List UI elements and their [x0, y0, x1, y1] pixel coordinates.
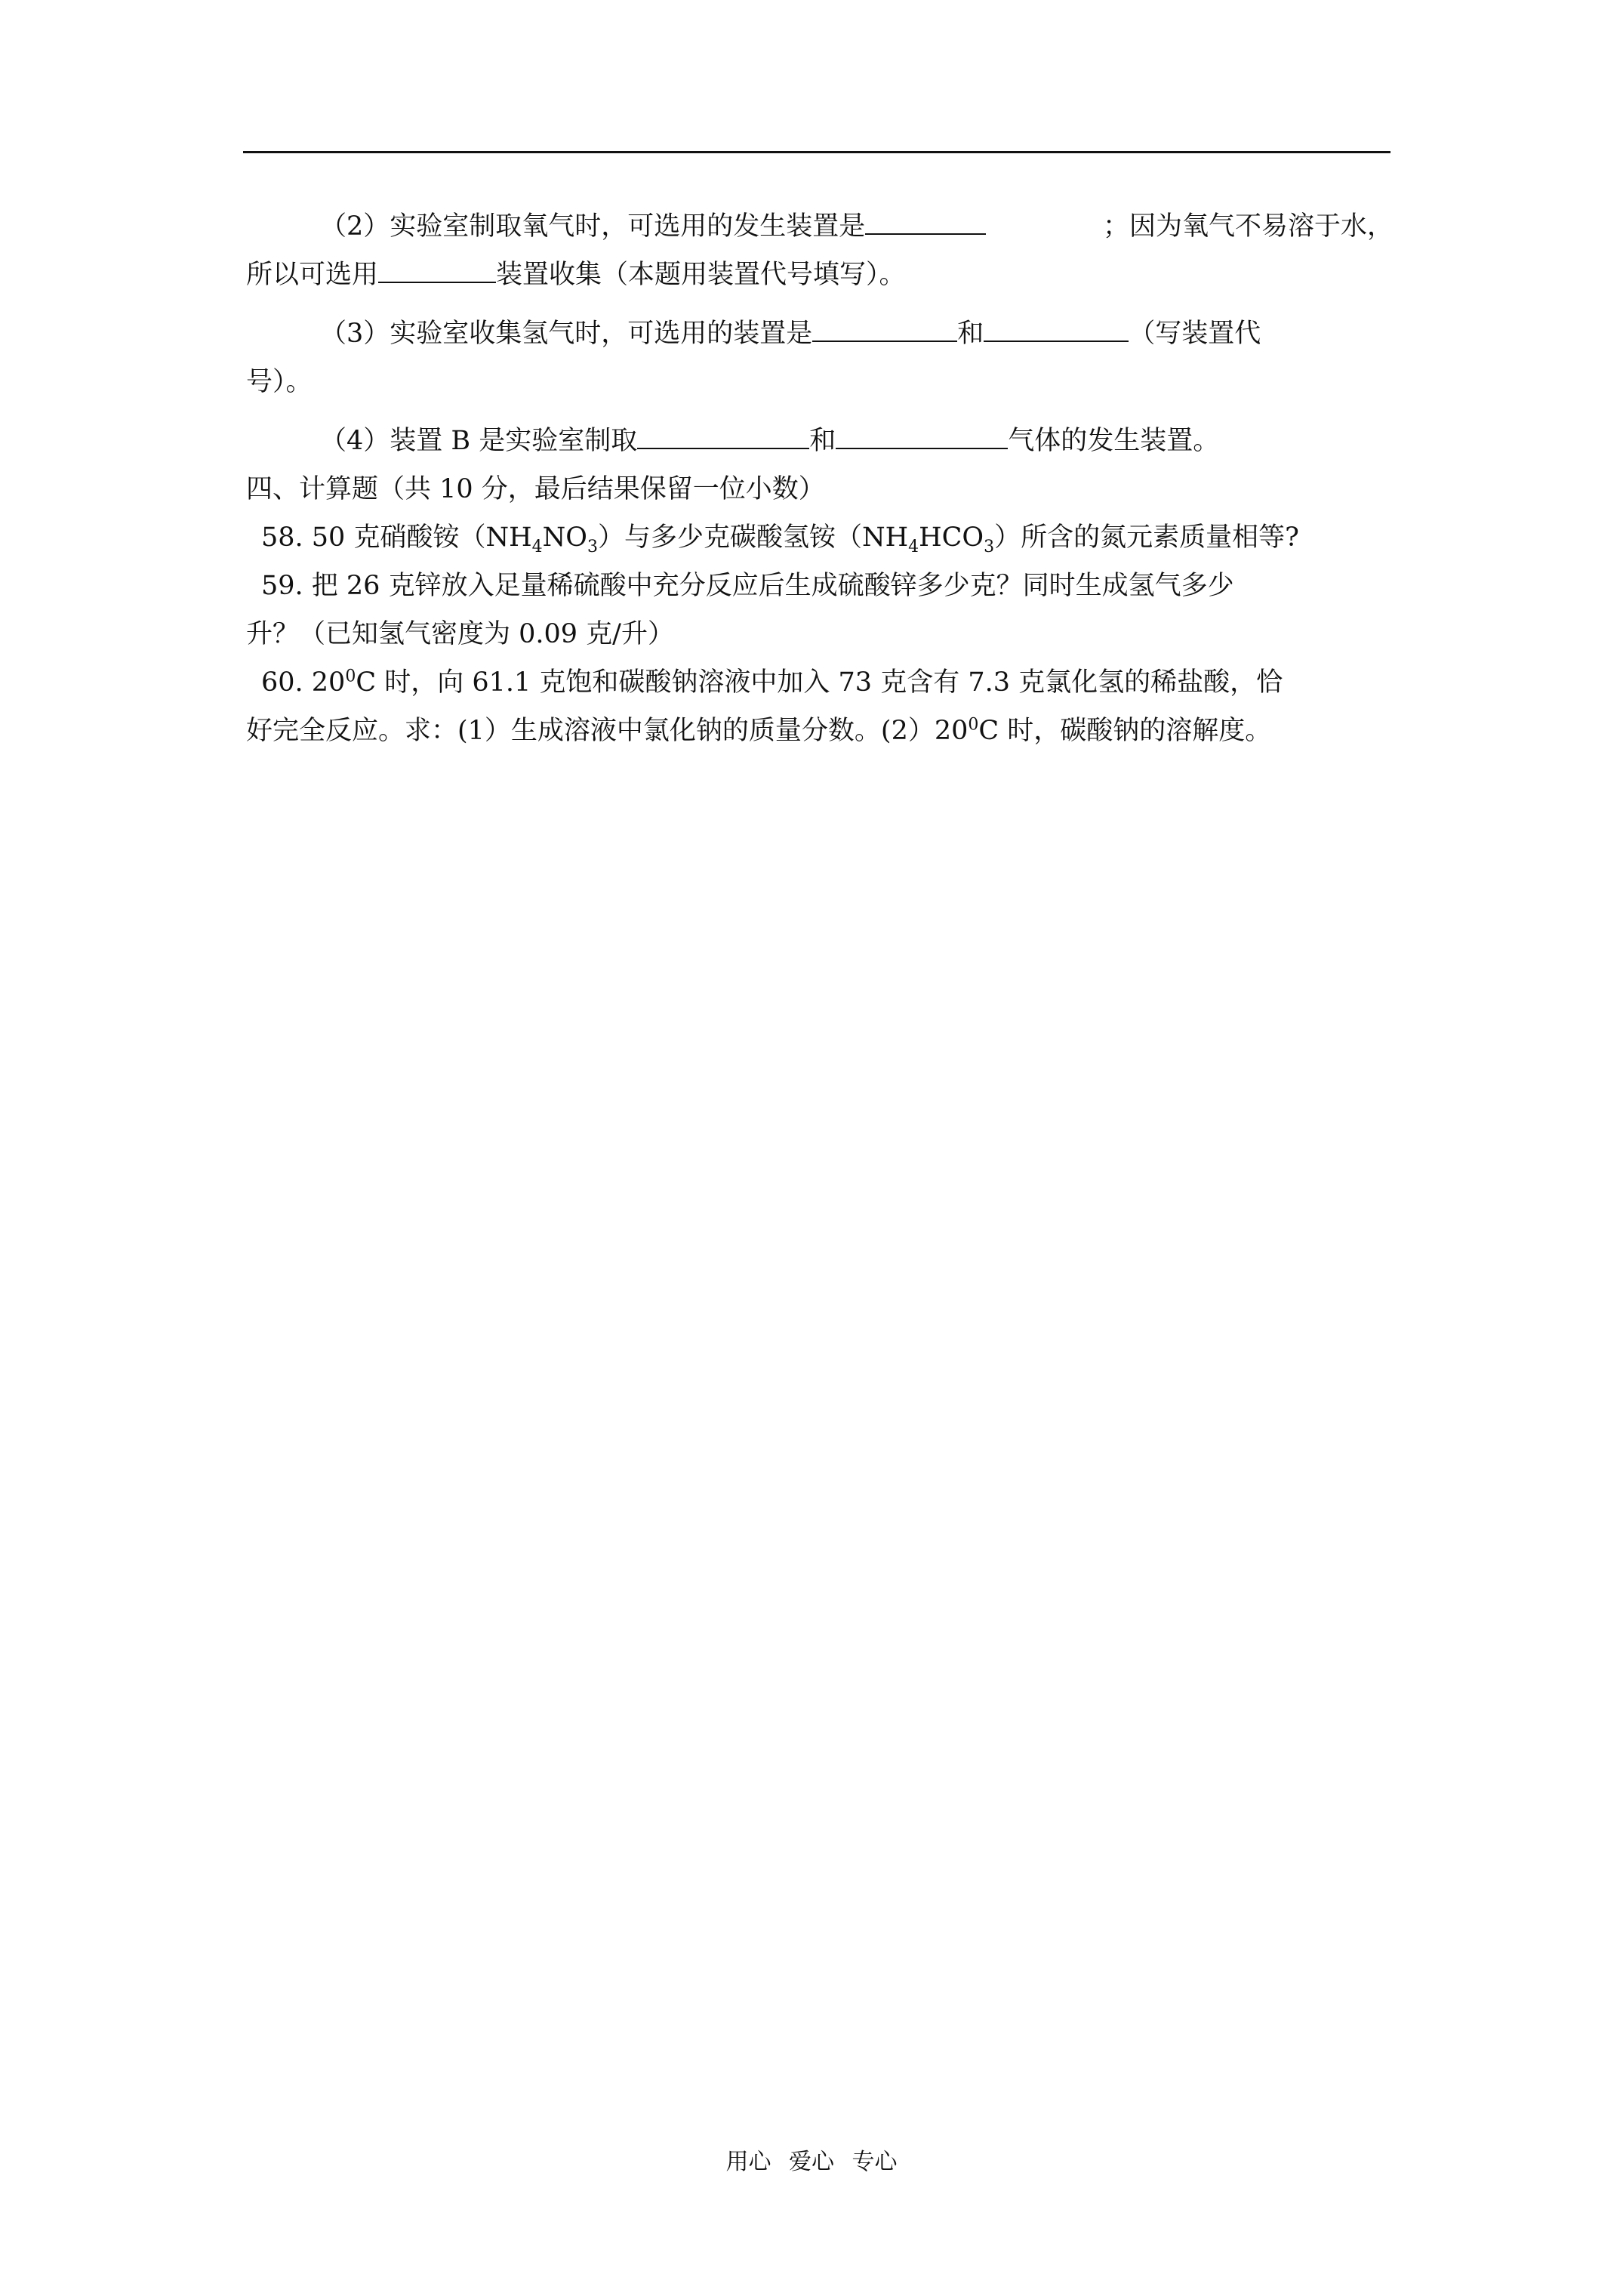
q58-line — [246, 513, 1394, 562]
q4-text-c: 气体的发生装置。 — [1008, 426, 1220, 456]
q3-blank-1[interactable] — [812, 316, 957, 342]
q59-line1 — [246, 562, 1394, 610]
q58-sub-1: 4 — [531, 538, 543, 556]
section-4-heading — [246, 465, 1394, 513]
q58-sub-2: 3 — [587, 538, 598, 556]
q60-text-a: 60. 20 — [261, 667, 346, 698]
q58-text-c: ）与多少克碳酸氢铵（NH — [597, 522, 909, 553]
section-4-title: 四、计算题（共 10 分，最后结果保留一位小数） — [246, 474, 825, 504]
q3-text-c: （写装置代 — [1129, 319, 1261, 349]
q60-sup-1: 0 — [345, 667, 356, 686]
page-content — [246, 202, 1394, 755]
q59-text-b: 升？（已知氢气密度为 0.09 克/升） — [246, 619, 674, 649]
q59-text-a: 59. 把 26 克锌放入足量稀硫酸中充分反应后生成硫酸锌多少克？同时生成氢气多少 — [261, 571, 1234, 601]
q58-text-d: HCO — [919, 522, 984, 553]
q2-blank-1[interactable] — [865, 209, 986, 235]
q4-blank-1[interactable] — [637, 424, 809, 449]
q58-sub-4: 3 — [984, 538, 995, 556]
q60-sup-2: 0 — [968, 715, 979, 735]
page-footer: 用心 爱心 专心 — [725, 2149, 898, 2175]
header-rule — [243, 151, 1390, 153]
q3-text-a: （3）实验室收集氢气时，可选用的装置是 — [320, 319, 813, 349]
q3-text-b: 和 — [957, 319, 984, 349]
q2-blank-2[interactable] — [378, 257, 496, 283]
q58-text-e: ）所含的氮元素质量相等? — [994, 522, 1299, 553]
q2-text-d: 装置收集（本题用装置代号填写）。 — [496, 260, 906, 290]
q2-text-a: （2）实验室制取氧气时，可选用的发生装置是 — [320, 202, 986, 251]
q2-text-b: ；因为氧气不易溶于水， — [1102, 211, 1394, 242]
q4-text-b: 和 — [809, 426, 836, 456]
q2-text-c: 所以可选用 — [246, 260, 379, 290]
q60-line2 — [246, 707, 1394, 755]
q59-line2 — [246, 610, 1394, 658]
q4-blank-2[interactable] — [836, 424, 1008, 449]
q2-line1 — [246, 202, 1394, 251]
q3-blank-2[interactable] — [984, 316, 1129, 342]
q3-line2 — [246, 358, 1394, 406]
q58-text-a: 58. 50 克硝酸铵（NH — [261, 522, 532, 553]
q60-text-b: C 时，向 61.1 克饱和碳酸钠溶液中加入 73 克含有 7.3 克氯化氢的稀盐酸，恰 — [356, 667, 1283, 698]
q4-line1 — [246, 417, 1394, 465]
q4-text-a: （4）装置 B 是实验室制取 — [320, 426, 638, 456]
q3-line1 — [246, 310, 1394, 358]
q60-line1 — [246, 658, 1394, 707]
q60-text-c: 好完全反应。求：(1）生成溶液中氯化钠的质量分数。(2）20 — [246, 716, 969, 746]
q2-line2 — [246, 251, 1394, 299]
q60-text-d: C 时，碳酸钠的溶解度。 — [978, 716, 1272, 746]
q58-sub-3: 4 — [908, 538, 919, 556]
q58-text-b: NO — [542, 522, 587, 553]
q3-text-d: 号）。 — [246, 367, 313, 397]
